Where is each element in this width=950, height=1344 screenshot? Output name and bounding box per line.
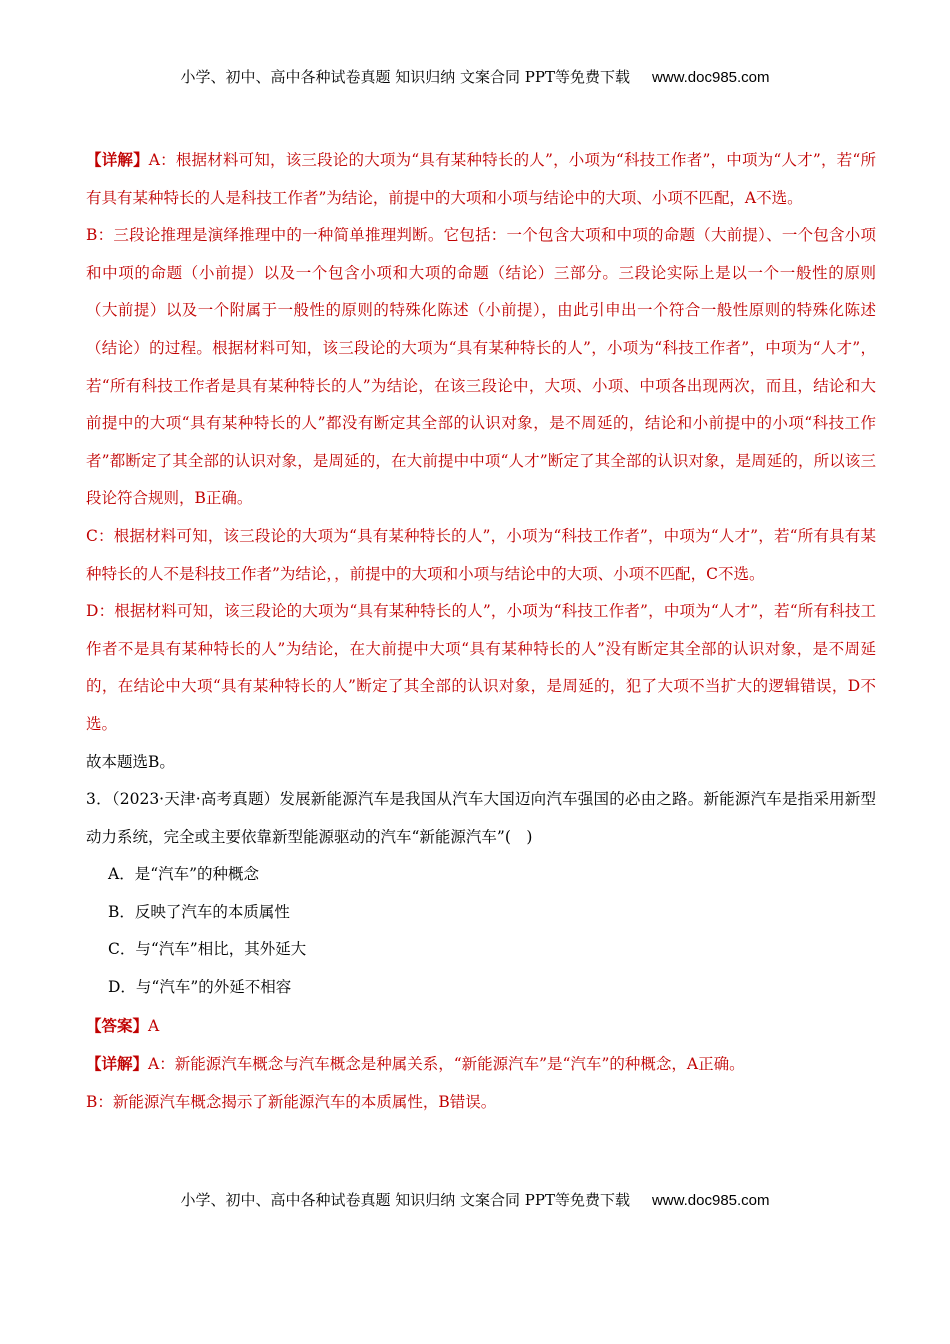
option-c: C．与“汽车”相比，其外延大: [108, 940, 307, 959]
page-header: [0, 66, 950, 87]
explanation-d: D：根据材料可知，该三段论的大项为“具有某种特长的人”，小项为“科技工作者”，中项为“人才”，若“所有科技工作者不是具有某种特长的人”为结论，在大前提中大项“具有某种特长的人”没有断定其全部的认识对象，是不周延的，在结论中大项“具有某种特长的人”断定了其全部的认识对象，是周延的，犯了大项不当扩大的逻辑错误，D不选。: [86, 602, 876, 733]
option-b: B．反映了汽车的本质属性: [108, 902, 290, 921]
explanation-a-text: A：根据材料可知，该三段论的大项为“具有某种特长的人”，小项为“科技工作者”，中项为“人才”，若“所有具有某种特长的人是科技工作者”为结论，前提中的大项和小项与结论中的大项、小项不匹配，A不选。: [86, 151, 876, 207]
question-3-explanation-a-text: A：新能源汽车概念与汽车概念是种属关系，“新能源汽车”是“汽车”的种概念，A正确。: [148, 1055, 745, 1074]
document-body: [86, 141, 876, 1121]
answer-line: [86, 1007, 876, 1046]
question-3-explanation-b: B：新能源汽车概念揭示了新能源汽车的本质属性，B错误。: [86, 1092, 497, 1111]
page-footer: [0, 1189, 950, 1210]
conclusion-line: 故本题选B。: [86, 752, 175, 771]
footer-url[interactable]: www.doc985.com: [651, 1192, 770, 1209]
question-3-stem: 3．（2023·天津·高考真题）发展新能源汽车是我国从汽车大国迈向汽车强国的必由之路。新能源汽车是指采用新型动力系统，完全或主要依靠新型能源驱动的汽车“新能源汽车”( ): [86, 790, 876, 846]
header-url[interactable]: www.doc985.com: [651, 69, 770, 86]
option-d: D．与“汽车”的外延不相容: [108, 978, 292, 997]
answer-value: A: [148, 1016, 160, 1035]
explanation-c: C：根据材料可知，该三段论的大项为“具有某种特长的人”，小项为“科技工作者”，中项为“人才”，若“所有具有某种特长的人不是科技工作者”为结论，，前提中的大项和小项与结论中的大项、小项不匹配，C不选。: [86, 526, 876, 583]
answer-tag: 【答案】: [86, 1015, 149, 1035]
question-3-explanation-a: [86, 1045, 876, 1084]
header-text: 小学、初中、高中各种试卷真题 知识归纳 文案合同 PPT等免费下载: [180, 68, 630, 86]
explanation-tag: 【详解】: [86, 150, 149, 169]
option-a: A．是“汽车”的种概念: [108, 865, 260, 884]
explanation-b: B：三段论推理是演绎推理中的一种简单推理判断。它包括：一个包含大项和中项的命题（大前提）、一个包含小项和中项的命题（小前提）以及一个包含小项和大项的命题（结论）三部分。三段论实际上是以一个一般性的原则（大前提）以及一个附属于一般性的原则的特殊化陈述（小前提），由此引申出一个符合一般性原则的特殊化陈述（结论）的过程。根据材料可知，该三段论的大项为“具有某种特长的人”，小项为“科技工作者”，中项为“人才”，若“所有科技工作者是具有某种特长的人”为结论，在该三段论中，大项、小项、中项各出现两次，而且，结论和大前提中的大项“具有某种特长的人”都没有断定其全部的认识对象，是不周延的，结论和小前提中的小项“科技工作者”都断定了其全部的认识对象，是周延的，在大前提中中项“人才”断定了其全部的认识对象，是周延的，所以该三段论符合规则，B正确。: [86, 226, 876, 508]
explanation-a: [86, 141, 876, 217]
explanation-tag-2: 【详解】: [86, 1054, 149, 1074]
footer-text: 小学、初中、高中各种试卷真题 知识归纳 文案合同 PPT等免费下载: [180, 1191, 630, 1209]
